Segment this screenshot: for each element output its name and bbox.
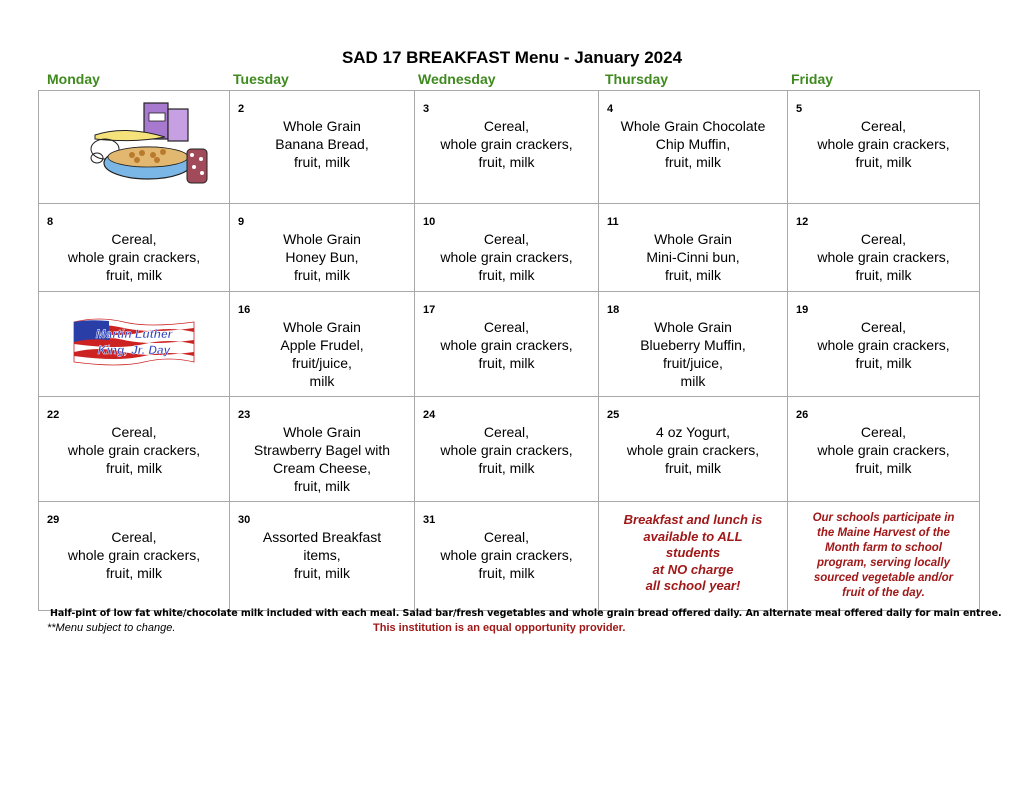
milk-salad-note: Half-pint of low fat white/chocolate milk included with each meal. Salad bar/fresh vegetables and whole grain bread offered daily. An alternate meal offered daily for main entree. [50,608,1002,619]
notice-line: students [665,545,721,560]
menu-item-line: whole grain crackers, [817,136,950,152]
menu-item-line: Cereal, [483,319,530,335]
menu-items [599,397,787,477]
notice-line: all school year! [645,578,741,593]
menu-item-line: Apple Frudel, [280,337,364,353]
menu-item-line: Whole Grain [654,319,732,335]
menu-item-line: Cereal, [483,529,530,545]
menu-item-line: Cereal, [860,319,907,335]
mlk-banner-line1: Martin Luther [95,327,173,341]
day-cell-tuesday [230,204,415,292]
calendar-week-row [39,91,980,204]
menu-item-line: fruit, milk [106,460,162,476]
menu-item-line: fruit, milk [855,460,912,476]
notice-line: Our schools participate in [812,512,955,524]
menu-item-line: fruit, milk [478,460,535,476]
day-cell-monday [39,204,230,292]
menu-item-line: items, [303,547,341,563]
day-cell-friday [788,292,980,397]
menu-items [39,204,229,284]
notice-line: fruit of the day. [842,587,925,599]
mlk-day-flag-banner-icon [39,292,228,394]
menu-item-line: fruit, milk [855,267,912,283]
menu-item-line: fruit, milk [665,267,721,283]
day-header-friday: Friday [791,71,834,87]
notice-line: Month farm to school [825,542,942,554]
day-cell-friday [788,397,980,502]
notice-line: at NO charge [652,561,734,577]
menu-item-line: fruit/juice, [292,355,352,371]
day-cell-wednesday [415,502,599,611]
menu-item-line: Cereal, [483,424,530,440]
day-header-wednesday: Wednesday [418,71,496,87]
menu-items [599,91,787,171]
menu-item-line: Whole Grain Chocolate [620,118,766,134]
maine-harvest-notice [788,502,979,601]
date-number: 22 [47,409,60,421]
menu-item-line: Cereal, [111,529,157,545]
notice-line: the Maine Harvest of the [817,527,950,539]
date-number: 5 [796,103,803,115]
date-number: 24 [423,409,436,421]
menu-item-line: Chip Muffin, [655,136,731,152]
notice-line: program, serving locally [817,557,950,569]
date-number: 16 [238,304,251,316]
menu-item-line: Cereal, [860,118,907,134]
menu-item-line: Whole Grain [283,319,361,335]
menu-item-line: Cream Cheese, [272,460,372,476]
day-cell-thursday [599,397,788,502]
menu-item-line: fruit, milk [855,355,912,371]
menu-items [788,397,979,477]
day-cell-friday [788,204,980,292]
menu-item-line: fruit, milk [106,565,162,581]
menu-item-line: Blueberry Muffin, [640,337,746,353]
notice-line: Breakfast and lunch is [623,512,763,527]
menu-change-note: **Menu subject to change. [47,622,176,634]
calendar-week-row [39,204,980,292]
menu-item-line: fruit, milk [478,355,535,371]
menu-item-line: whole grain crackers, [440,136,573,152]
date-number: 19 [796,304,809,316]
menu-item-line: whole grain crackers, [817,337,950,353]
menu-item-line: fruit, milk [294,154,350,170]
day-header-thursday: Thursday [605,71,669,87]
menu-item-line: Mini-Cinni bun, [646,249,740,265]
date-number: 2 [238,103,245,115]
cereal-bowl-illustration-icon [39,91,228,201]
menu-item-line: whole grain crackers, [817,249,950,265]
menu-item-line: Banana Bread, [275,136,369,152]
menu-item-line: whole grain crackers, [440,442,573,458]
date-number: 9 [238,216,245,228]
menu-item-line: Cereal, [111,424,157,440]
day-cell-tuesday [230,397,415,502]
menu-item-line: fruit, milk [478,267,535,283]
weekday-header-row [0,71,1024,89]
date-number: 23 [238,409,251,421]
day-cell-tuesday [230,292,415,397]
menu-item-line: fruit, milk [294,565,350,581]
day-cell-monday [39,397,230,502]
notice-line: sourced vegetable and/or [813,572,954,584]
date-number: 26 [796,409,809,421]
day-cell-monday [39,502,230,611]
menu-items [415,91,598,171]
day-cell-tuesday [230,91,415,204]
day-cell-tuesday [230,502,415,611]
day-cell-friday [788,91,980,204]
menu-items [230,397,414,495]
menu-item-line: Assorted Breakfast [262,529,382,545]
free-meals-notice [599,502,787,595]
menu-item-line: Cereal, [483,118,530,134]
day-cell-thursday [599,292,788,397]
date-number: 29 [47,514,60,526]
day-cell-thursday [599,91,788,204]
menu-item-line: whole grain crackers, [67,442,201,458]
menu-item-line: whole grain crackers, [440,337,573,353]
day-header-monday: Monday [47,71,100,87]
menu-item-line: Strawberry Bagel with [253,442,391,458]
date-number: 18 [607,304,620,316]
menu-item-line: 4 oz Yogurt, [656,424,730,440]
calendar-week-row [39,397,980,502]
menu-items [599,292,787,390]
menu-title: SAD 17 BREAKFAST Menu - January 2024 [341,48,683,67]
day-header-tuesday: Tuesday [233,71,289,87]
menu-item-line: Cereal, [860,231,907,247]
menu-item-line: fruit, milk [294,478,350,494]
date-number: 3 [423,103,430,115]
equal-opportunity-note: This institution is an equal opportunity provider. [373,622,626,634]
menu-item-line: Whole Grain [283,424,361,440]
menu-item-line: fruit, milk [665,460,721,476]
menu-item-line: whole grain crackers, [817,442,950,458]
day-cell-wednesday [415,204,599,292]
day-cell-wednesday [415,91,599,204]
menu-items [415,204,598,284]
menu-item-line: whole grain crackers, [440,249,573,265]
day-cell-wednesday [415,397,599,502]
menu-items [230,204,414,284]
menu-item-line: whole grain crackers, [440,547,573,563]
menu-item-line: whole grain crackers, [67,249,201,265]
menu-items [230,502,414,582]
menu-items [230,292,414,390]
menu-item-line: fruit, milk [855,154,912,170]
mlk-banner-line2: King, Jr. Day [97,343,171,357]
menu-item-line: milk [309,373,335,389]
date-number: 4 [607,103,614,115]
menu-items [39,502,229,582]
menu-item-line: Cereal, [483,231,530,247]
menu-item-line: fruit, milk [478,154,535,170]
menu-items [599,204,787,284]
calendar-week-row [39,292,980,397]
day-cell-monday [39,292,230,397]
menu-item-line: Cereal, [860,424,907,440]
date-number: 10 [423,216,436,228]
menu-items [415,292,598,372]
date-number: 30 [238,514,251,526]
menu-item-line: fruit, milk [478,565,535,581]
menu-item-line: Whole Grain [283,231,361,247]
menu-item-line: whole grain crackers, [67,547,201,563]
notice-line: available to ALL [643,528,743,544]
date-number: 25 [607,409,620,421]
menu-item-line: fruit/juice, [663,355,723,371]
menu-item-line: Whole Grain [654,231,732,247]
day-cell-friday [788,502,980,611]
menu-items [788,292,979,372]
menu-items [415,397,598,477]
menu-item-line: fruit, milk [106,267,162,283]
menu-item-line: Cereal, [111,231,157,247]
date-number: 12 [796,216,809,228]
menu-item-line: whole grain crackers, [626,442,760,458]
day-cell-monday [39,91,230,204]
menu-item-line: Honey Bun, [285,249,359,265]
date-number: 8 [47,216,54,228]
date-number: 31 [423,514,436,526]
date-number: 11 [607,216,619,228]
menu-items [415,502,598,582]
day-cell-wednesday [415,292,599,397]
day-cell-thursday [599,502,788,611]
menu-item-line: fruit, milk [294,267,350,283]
day-cell-thursday [599,204,788,292]
calendar-week-row [39,502,980,611]
menu-items [788,204,979,284]
menu-items [39,397,229,477]
menu-items [230,91,414,171]
menu-item-line: fruit, milk [665,154,721,170]
menu-item-line: milk [680,373,706,389]
date-number: 17 [423,304,436,316]
menu-item-line: Whole Grain [283,118,361,134]
calendar-grid [38,90,980,611]
menu-items [788,91,979,171]
